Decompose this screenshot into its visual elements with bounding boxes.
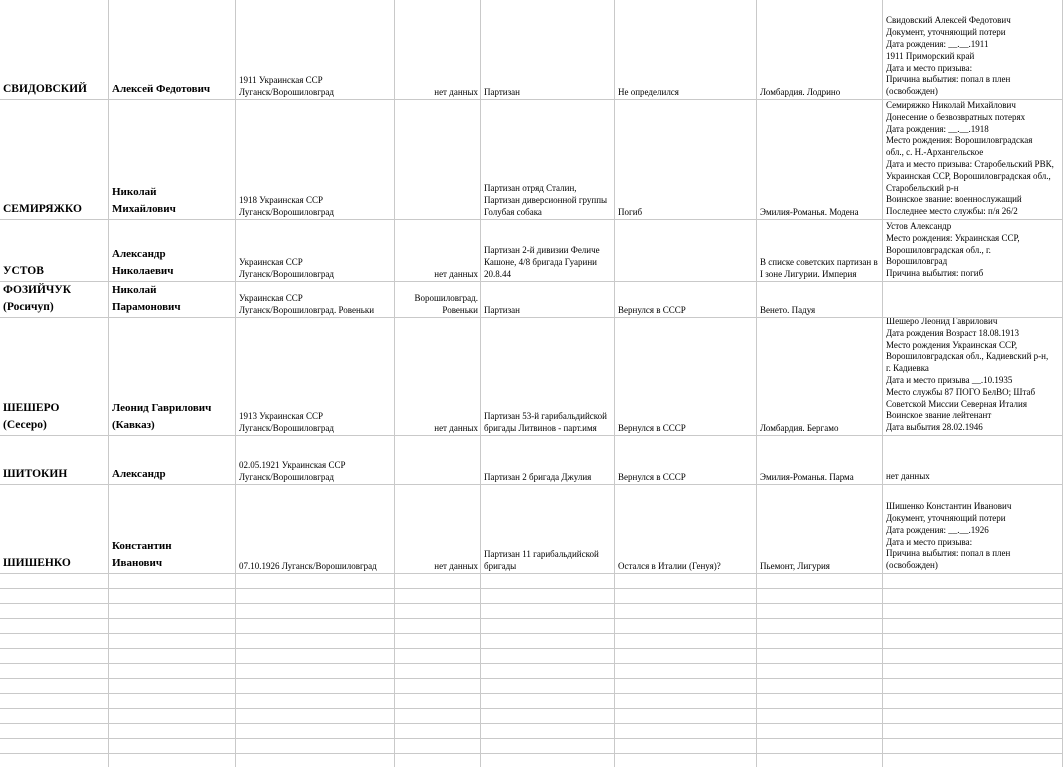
grid-hline [0, 633, 1063, 634]
surname-line: СВИДОВСКИЙ [3, 83, 87, 95]
birth-line: Украинская ССР [239, 257, 303, 267]
grid-hline [0, 663, 1063, 664]
info-line: Дата рождения: __.__.1918 [886, 123, 989, 134]
info-line: Документ, уточняющий потери [886, 513, 1006, 524]
info-line: Старобельский р-н [886, 182, 959, 193]
fate-line: Погиб [618, 207, 643, 217]
info-line: обл., с. Н.-Архангельское [886, 147, 984, 158]
name-line: Николай [112, 284, 157, 296]
birth-cell[interactable] [236, 100, 394, 219]
birth-line: 02.05.1921 Украинская ССР [239, 460, 346, 470]
region-line: Ломбардия. Бергамо [760, 423, 839, 433]
birth-line: 1911 Украинская ССР [239, 75, 323, 85]
name-cell[interactable] [109, 282, 235, 317]
surname-cell[interactable] [0, 100, 108, 219]
name-line: Александр [112, 468, 166, 480]
region-line: Ломбардия. Лодрино [760, 87, 841, 97]
unit-line: Партизан 2-й дивизии Феличе [484, 245, 600, 255]
info-line: Дата рождения: __.__.1926 [886, 524, 989, 535]
info-line: Воинское звание: военнослужащий [886, 194, 1022, 205]
birth-line: Луганск/Ворошиловград [239, 207, 335, 217]
info-line: Советской Миссии Северная Италия [886, 398, 1027, 409]
surname-line: СЕМИРЯЖКО [3, 203, 82, 215]
info-line: Дата и место призыва: [886, 62, 973, 73]
birth-cell[interactable] [236, 485, 394, 573]
info-cell[interactable] [883, 220, 1062, 281]
info-line: Последнее место службы: п/я 26/2 [886, 206, 1018, 217]
name-cell[interactable] [109, 436, 235, 484]
conscription-line: нет данных [434, 87, 478, 97]
region-line: I зоне Лигурии. Империя [760, 269, 857, 279]
birth-cell[interactable] [236, 0, 394, 99]
conscription-line: нет данных [434, 561, 478, 571]
info-line: 1911 Приморский край [886, 50, 975, 61]
birth-cell[interactable] [236, 282, 394, 317]
surname-line: ШЕШЕРО [3, 402, 60, 414]
name-cell[interactable] [109, 485, 235, 573]
conscription-line: Ворошиловград. [414, 293, 478, 303]
info-line: Причина выбытия: погиб [886, 268, 984, 279]
name-line: (Кавказ) [112, 419, 155, 431]
conscription-cell[interactable] [395, 220, 480, 281]
info-line: Дата выбытия 28.02.1946 [886, 422, 983, 433]
name-line: Иванович [112, 557, 163, 569]
birth-cell[interactable] [236, 318, 394, 435]
conscription-cell[interactable] [395, 318, 480, 435]
surname-cell[interactable] [0, 220, 108, 281]
info-line: Устов Александр [886, 221, 952, 232]
grid-hline [0, 738, 1063, 739]
info-line: Шешеро Леонид Гаврилович [886, 318, 998, 327]
info-line: Шишенко Константин Иванович [886, 501, 1012, 512]
grid-hline [0, 648, 1063, 649]
info-line: (освобожден) [886, 86, 938, 97]
name-cell[interactable] [109, 220, 235, 281]
name-cell[interactable] [109, 0, 235, 99]
conscription-cell[interactable] [395, 485, 480, 573]
fate-line: Вернулся в СССР [618, 423, 686, 433]
birth-line: 1918 Украинская ССР [239, 195, 323, 205]
info-line: Место рождения Украинская ССР, [886, 339, 1018, 350]
surname-line: УСТОВ [3, 265, 44, 277]
info-line: Дата и место призыва __.10.1935 [886, 375, 1013, 386]
info-line: Свидовский Алексей Федотович [886, 15, 1011, 26]
region-cell[interactable] [757, 485, 882, 573]
grid-hline [0, 723, 1063, 724]
region-line: Эмилия-Романья. Парма [760, 472, 854, 482]
grid-hline [0, 588, 1063, 589]
region-cell[interactable] [757, 282, 882, 317]
fate-cell[interactable] [615, 0, 756, 99]
info-line: Причина выбытия: попал в плен [886, 548, 1011, 559]
fate-line: Вернулся в СССР [618, 305, 686, 315]
unit-line: бригады Литвинов - парт.имя [484, 423, 597, 433]
unit-line: 20.8.44 [484, 269, 511, 279]
grid-hline [0, 618, 1063, 619]
info-line: (освобожден) [886, 560, 938, 571]
info-cell[interactable] [883, 282, 1062, 317]
unit-line: бригады [484, 561, 517, 571]
info-line: Документ, уточняющий потери [886, 27, 1006, 38]
unit-cell[interactable] [481, 318, 614, 435]
name-line: Алексей Федотович [112, 83, 211, 95]
info-line: Дата и место призыва: Старобельский РВК, [886, 159, 1054, 170]
fate-line: Не определился [618, 87, 679, 97]
grid-hline [0, 708, 1063, 709]
surname-cell[interactable] [0, 485, 108, 573]
info-line: Семиряжко Николай Михайлович [886, 100, 1016, 111]
fate-line: Вернулся в СССР [618, 472, 686, 482]
unit-cell[interactable] [481, 282, 614, 317]
grid-hline [0, 693, 1063, 694]
birth-cell[interactable] [236, 220, 394, 281]
fate-cell[interactable] [615, 282, 756, 317]
birth-line: Луганск/Ворошиловград. Ровеньки [239, 305, 375, 315]
name-line: Парамонович [112, 301, 181, 313]
info-line: Воинское звание лейтенант [886, 410, 992, 421]
unit-cell[interactable] [481, 436, 614, 484]
name-cell[interactable] [109, 100, 235, 219]
unit-line: Партизан отряд Сталин, [484, 183, 577, 193]
info-line: Дата и место призыва: [886, 536, 973, 547]
unit-line: Партизан 53-й гарибальдийской [484, 411, 607, 421]
surname-line: ФОЗИЙЧУК [3, 284, 72, 296]
birth-line: Луганск/Ворошиловград [239, 269, 335, 279]
info-line: Ворошиловград [886, 256, 948, 267]
region-line: В списке советских партизан в [760, 257, 878, 267]
grid-hline [0, 603, 1063, 604]
surname-line: ШИТОКИН [3, 468, 68, 480]
birth-cell[interactable] [236, 436, 394, 484]
info-line: Украинская ССР, Ворошиловградская обл., [886, 170, 1051, 181]
name-line: Михайлович [112, 203, 176, 215]
fate-cell[interactable] [615, 100, 756, 219]
conscription-cell[interactable] [395, 282, 480, 317]
region-line: Пьемонт, Лигурия [760, 561, 830, 571]
unit-cell[interactable] [481, 220, 614, 281]
birth-line: Луганск/Ворошиловград [239, 87, 335, 97]
info-line: г. Кадиевка [886, 363, 929, 374]
info-line: Место рождения: Ворошиловградская [886, 135, 1033, 146]
surname-cell[interactable] [0, 0, 108, 99]
conscription-line: нет данных [434, 423, 478, 433]
info-line: Дата рождения: __.__.1911 [886, 39, 989, 50]
info-cell[interactable] [883, 318, 1062, 435]
conscription-cell[interactable] [395, 0, 480, 99]
conscription-cell[interactable] [395, 100, 480, 219]
fate-cell[interactable] [615, 485, 756, 573]
grid-hline [0, 678, 1063, 679]
info-cell[interactable] [883, 485, 1062, 573]
unit-line: Кашоне, 4/8 бригада Гуарини [484, 257, 597, 267]
birth-line: 07.10.1926 Луганск/Ворошиловград [239, 561, 377, 571]
conscription-line: нет данных [434, 269, 478, 279]
info-line: Донесение о безвозвратных потерях [886, 111, 1026, 122]
birth-line: Украинская ССР [239, 293, 303, 303]
info-line: Место службы 87 ПОГО БелВО; Штаб [886, 386, 1036, 397]
region-line: Эмилия-Романья. Модена [760, 207, 859, 217]
unit-line: Партизан 2 бригада Джулия [484, 472, 592, 482]
surname-cell[interactable] [0, 318, 108, 435]
unit-line: Партизан 11 гарибальдийской [484, 549, 599, 559]
info-cell[interactable] [883, 0, 1062, 99]
info-line: Ворошиловградская обл., г. [886, 244, 991, 255]
surname-line: (Сесеро) [3, 419, 47, 431]
region-cell[interactable] [757, 100, 882, 219]
info-line: Ворошиловградская обл., Кадиевский р-н, [886, 351, 1049, 362]
fate-cell[interactable] [615, 436, 756, 484]
info-line: Причина выбытия: попал в плен [886, 74, 1011, 85]
info-line: Дата рождения Возраст 18.08.1913 [886, 327, 1020, 338]
birth-line: Луганск/Ворошиловград [239, 472, 335, 482]
name-line: Николай [112, 186, 157, 198]
name-line: Константин [112, 540, 172, 552]
birth-line: 1913 Украинская ССР [239, 411, 323, 421]
surname-line: (Росичуп) [3, 301, 54, 313]
unit-cell[interactable] [481, 0, 614, 99]
info-cell[interactable] [883, 100, 1062, 219]
unit-line: Партизан [484, 305, 520, 315]
region-cell[interactable] [757, 436, 882, 484]
name-line: Николаевич [112, 265, 174, 277]
unit-cell[interactable] [481, 485, 614, 573]
name-cell[interactable] [109, 318, 235, 435]
fate-line: Остался в Италии (Генуя)? [618, 561, 721, 571]
name-line: Леонид Гаврилович [112, 402, 212, 414]
fate-cell[interactable] [615, 220, 756, 281]
birth-line: Луганск/Ворошиловград [239, 423, 335, 433]
conscription-line: Ровеньки [442, 305, 478, 315]
name-line: Александр [112, 248, 166, 260]
grid-hline [0, 753, 1063, 754]
surname-cell[interactable] [0, 282, 108, 317]
region-cell[interactable] [757, 318, 882, 435]
region-cell[interactable] [757, 220, 882, 281]
region-cell[interactable] [757, 0, 882, 99]
info-line: Место рождения: Украинская ССР, [886, 232, 1020, 243]
unit-line: Партизан [484, 87, 520, 97]
info-line: нет данных [886, 471, 930, 482]
fate-cell[interactable] [615, 318, 756, 435]
unit-line: Партизан диверсионной группы [484, 195, 608, 205]
grid-hline [0, 573, 1063, 574]
unit-line: Голубая собака [484, 207, 542, 217]
surname-cell[interactable] [0, 436, 108, 484]
surname-line: ШИШЕНКО [3, 557, 71, 569]
conscription-cell[interactable] [395, 436, 480, 484]
region-line: Венето. Падуя [760, 305, 816, 315]
unit-cell[interactable] [481, 100, 614, 219]
info-cell[interactable] [883, 436, 1062, 484]
